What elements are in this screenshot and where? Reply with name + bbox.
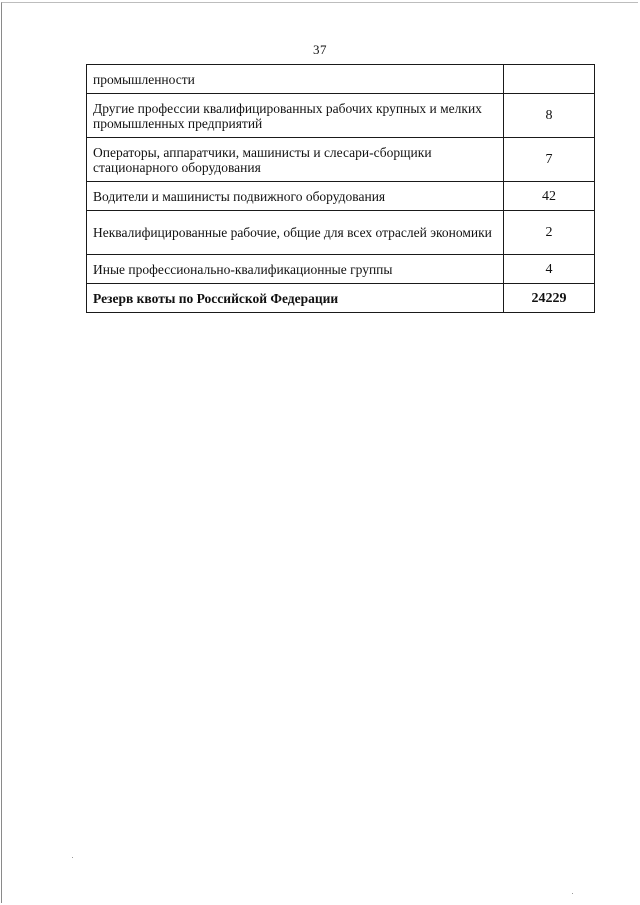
table-row [87,138,595,182]
row-name: промышленности [87,65,504,94]
row-name: Иные профессионально-квалификационные группы [87,255,504,284]
total-value: 24229 [504,284,595,313]
row-value: 2 [504,211,595,255]
table-row [87,211,595,255]
row-value: 8 [504,94,595,138]
row-value: 4 [504,255,595,284]
row-value: 7 [504,138,595,182]
table-row [87,94,595,138]
quota-table [86,64,595,313]
row-name: Другие профессии квалифицированных рабочих крупных и мелких промышленных предприятий [87,94,504,138]
table-row [87,255,595,284]
row-name: Операторы, аппаратчики, машинисты и слесари-сборщики стационарного оборудования [87,138,504,182]
table-row [87,65,595,94]
page-number: 37 [313,42,327,57]
table-row [87,182,595,211]
scan-speck [72,857,73,858]
row-name: Неквалифицированные рабочие, общие для всех отраслей экономики [87,211,504,255]
row-value: 42 [504,182,595,211]
total-row [87,284,595,313]
total-name: Резерв квоты по Российской Федерации [87,284,504,313]
scan-speck [572,893,573,894]
row-name: Водители и машинисты подвижного оборудования [87,182,504,211]
row-value [504,65,595,94]
